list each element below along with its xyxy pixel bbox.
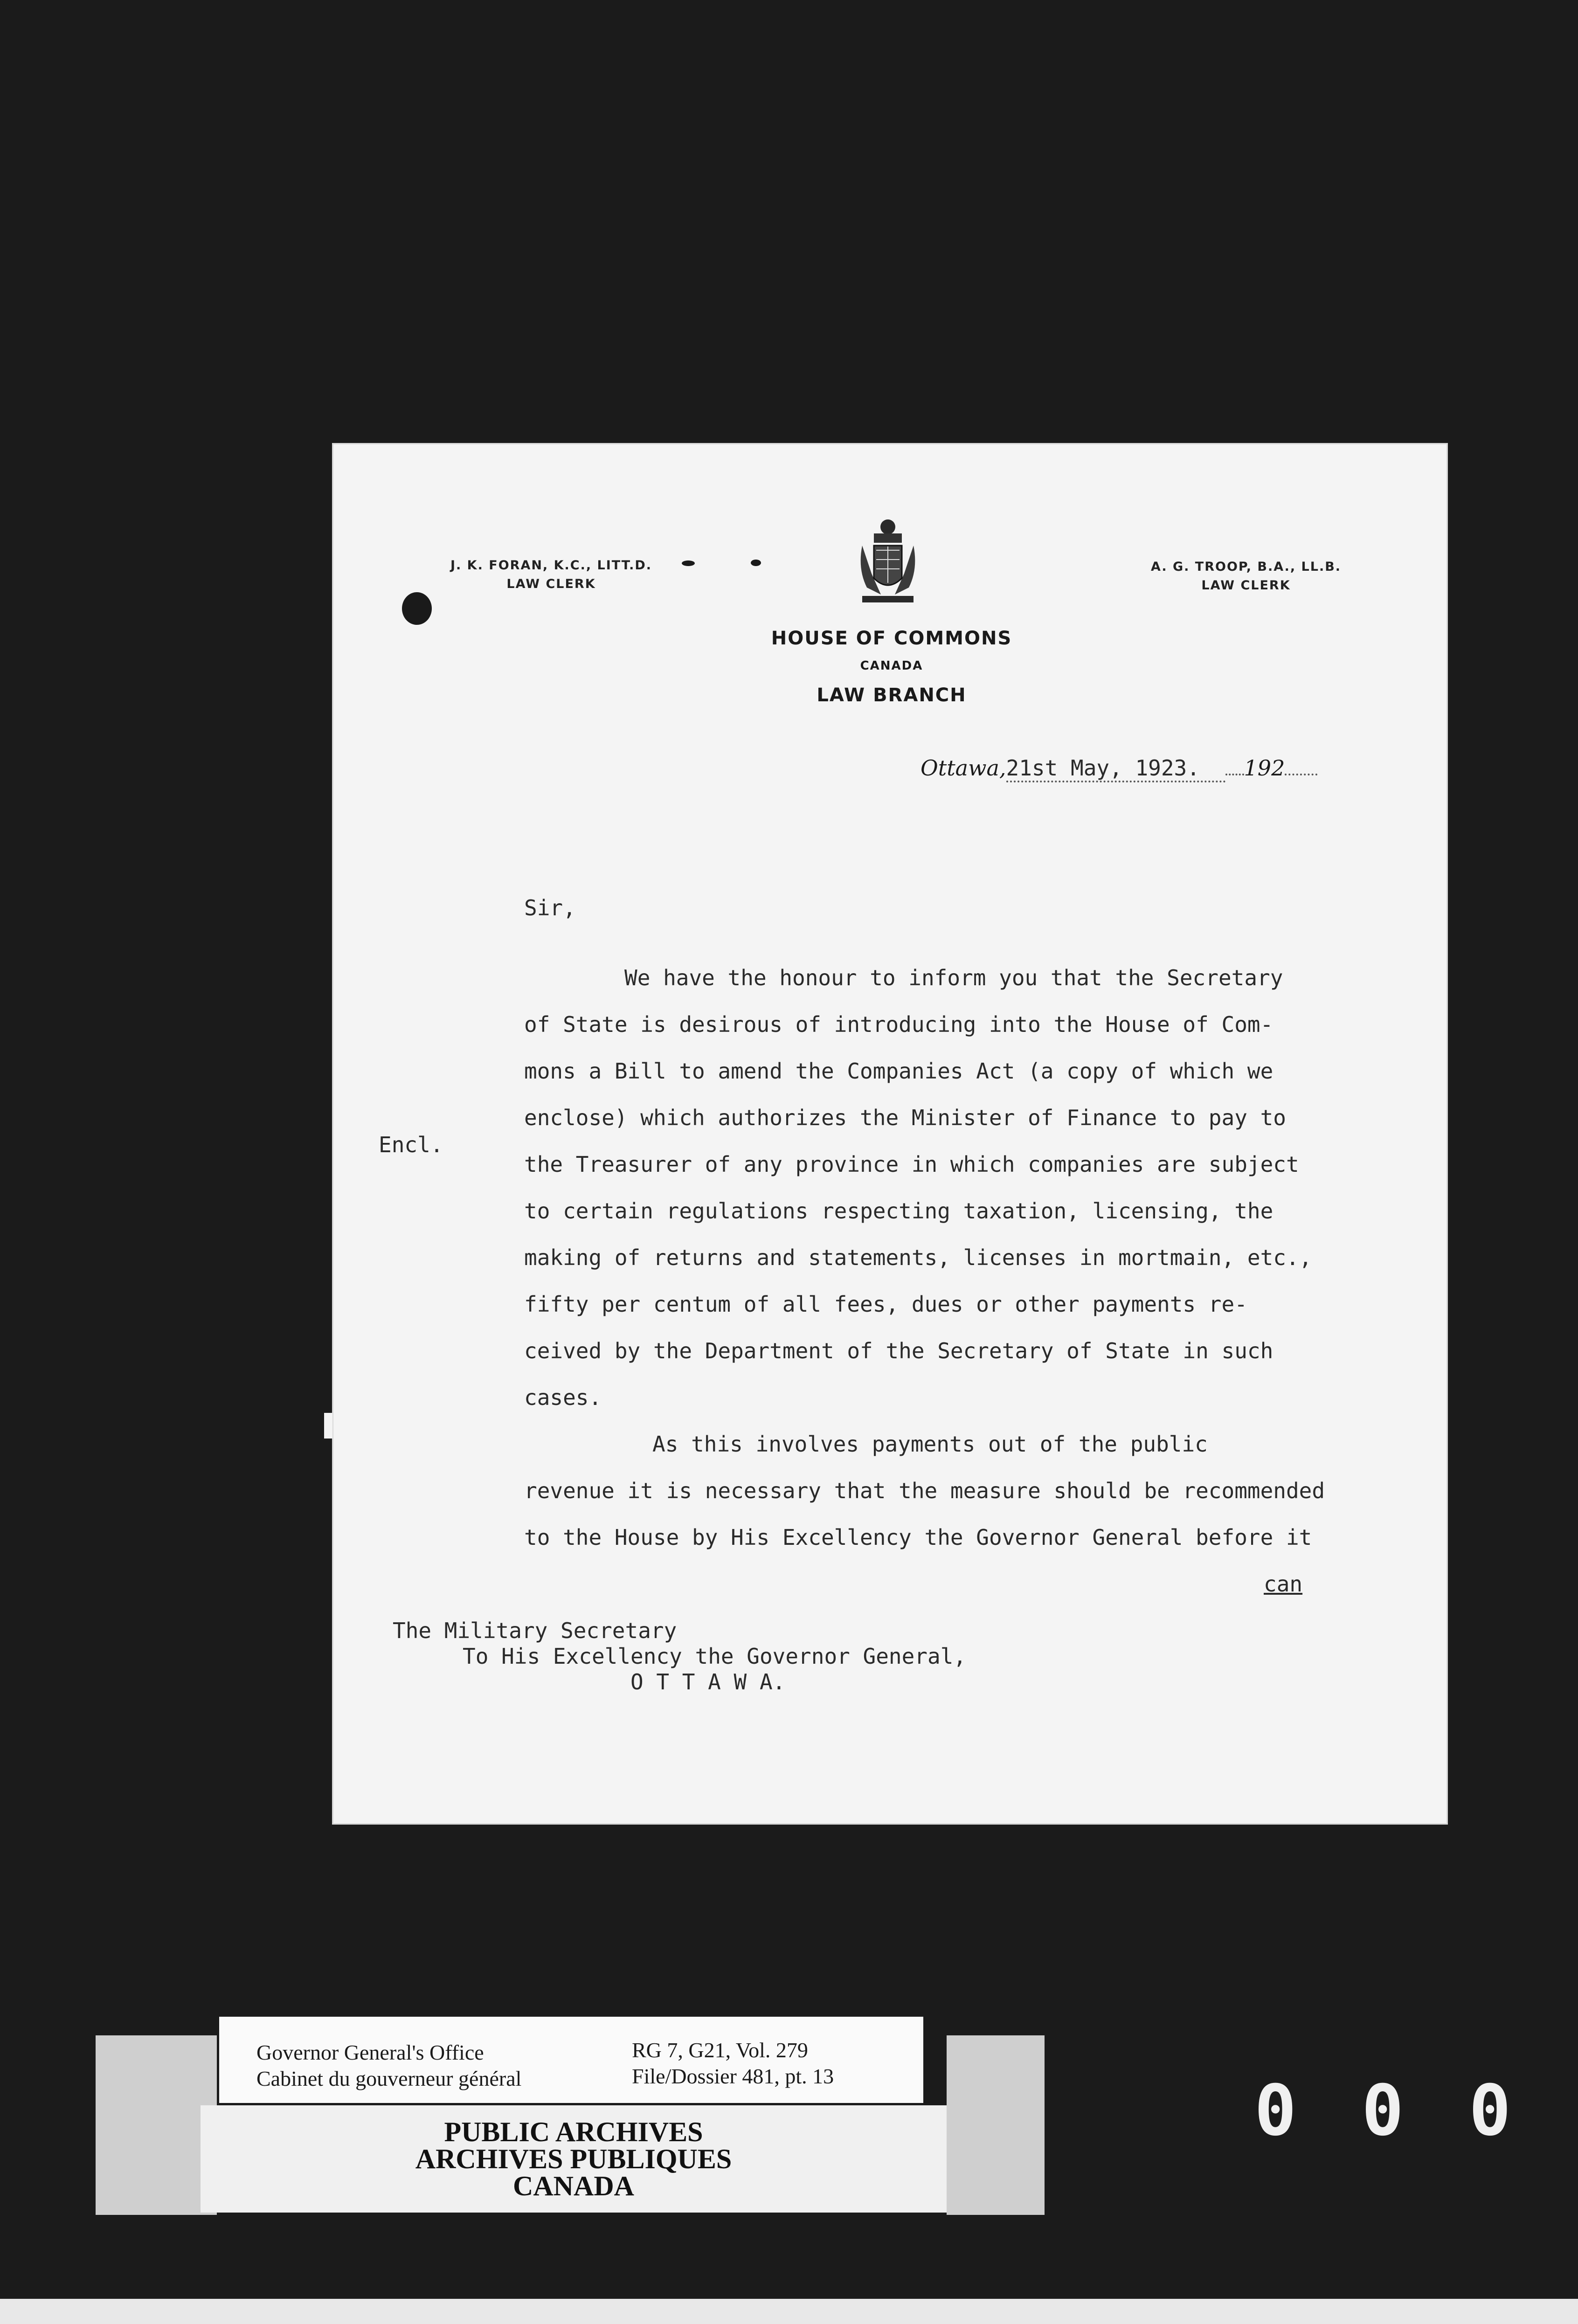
body-line: As this involves payments out of the public (652, 1432, 1208, 1457)
catchword: can (1264, 1571, 1303, 1597)
file-ref: File/Dossier 481, pt. 13 (632, 2064, 834, 2088)
film-bottom-edge (0, 2299, 1578, 2324)
archives-stamp-line: CANADA (513, 2171, 634, 2201)
typed-date: 21st May, 1923. (1006, 755, 1225, 782)
body-line: We have the honour to inform you that the Secretary (624, 965, 1283, 990)
addressee-line: O T T A W A. (630, 1669, 786, 1695)
right-clerk-name: A. G. TROOP, B.A., LL.B. (1150, 560, 1342, 574)
body-line: making of returns and statements, licenses in mortmain, etc., (524, 1245, 1312, 1270)
body-line: to the House by His Excellency the Governor General before it (524, 1525, 1312, 1550)
body-line: cases. (524, 1385, 602, 1410)
printed-year: 192 (1244, 755, 1285, 781)
addressee-line: The Military Secretary (393, 1618, 677, 1643)
coat-of-arms-crest (853, 518, 923, 606)
body-line: to certain regulations respecting taxation, licensing, the (524, 1198, 1273, 1224)
record-group-ref: RG 7, G21, Vol. 279 (632, 2038, 808, 2062)
country-name: CANADA (860, 659, 923, 673)
archives-stamp-line: ARCHIVES PUBLIQUES (415, 2144, 732, 2174)
left-clerk-name: J. K. FORAN, K.C., LITT.D. (450, 558, 652, 573)
institution-name: HOUSE OF COMMONS (771, 628, 1012, 649)
dateline (920, 755, 1382, 782)
body-line: fifty per centum of all fees, dues or other payments re- (524, 1292, 1247, 1317)
film-edge-mark (324, 1413, 332, 1439)
office-name-fr: Cabinet du gouverneur général (256, 2067, 522, 2090)
body-line: revenue it is necessary that the measure should be recommended (524, 1478, 1325, 1503)
letter-page (332, 443, 1448, 1825)
dateline-place: Ottawa, (920, 755, 1006, 781)
left-clerk-title: LAW CLERK (506, 577, 596, 591)
ink-mark (682, 560, 695, 566)
ink-blot (402, 592, 432, 625)
branch-name: LAW BRANCH (817, 685, 967, 706)
body-line: of State is desirous of introducing into the House of Com- (524, 1012, 1273, 1037)
addressee-line: To His Excellency the Governor General, (463, 1644, 967, 1669)
right-clerk-title: LAW CLERK (1201, 578, 1291, 593)
ink-mark (751, 560, 761, 566)
archives-stamp-line: PUBLIC ARCHIVES (444, 2116, 703, 2147)
body-line: the Treasurer of any province in which companies are subject (524, 1152, 1299, 1177)
body-line: mons a Bill to amend the Companies Act (a copy of which we (524, 1058, 1273, 1084)
label-edge-left (96, 2035, 217, 2215)
margin-note-enclosure: Encl. (379, 1132, 443, 1157)
frame-counter-digit: 0 (1362, 2070, 1404, 2151)
body-line: ceived by the Department of the Secretary of State in such (524, 1338, 1273, 1363)
office-name-en: Governor General's Office (256, 2040, 484, 2064)
body-line: enclose) which authorizes the Minister of Finance to pay to (524, 1105, 1286, 1130)
frame-counter-digit: 0 (1469, 2070, 1511, 2151)
archive-reference-label (219, 2017, 923, 2103)
archives-stamp (201, 2105, 947, 2213)
salutation: Sir, (524, 895, 576, 920)
label-edge-right (947, 2035, 1045, 2215)
frame-counter-digit: 0 (1254, 2070, 1297, 2151)
